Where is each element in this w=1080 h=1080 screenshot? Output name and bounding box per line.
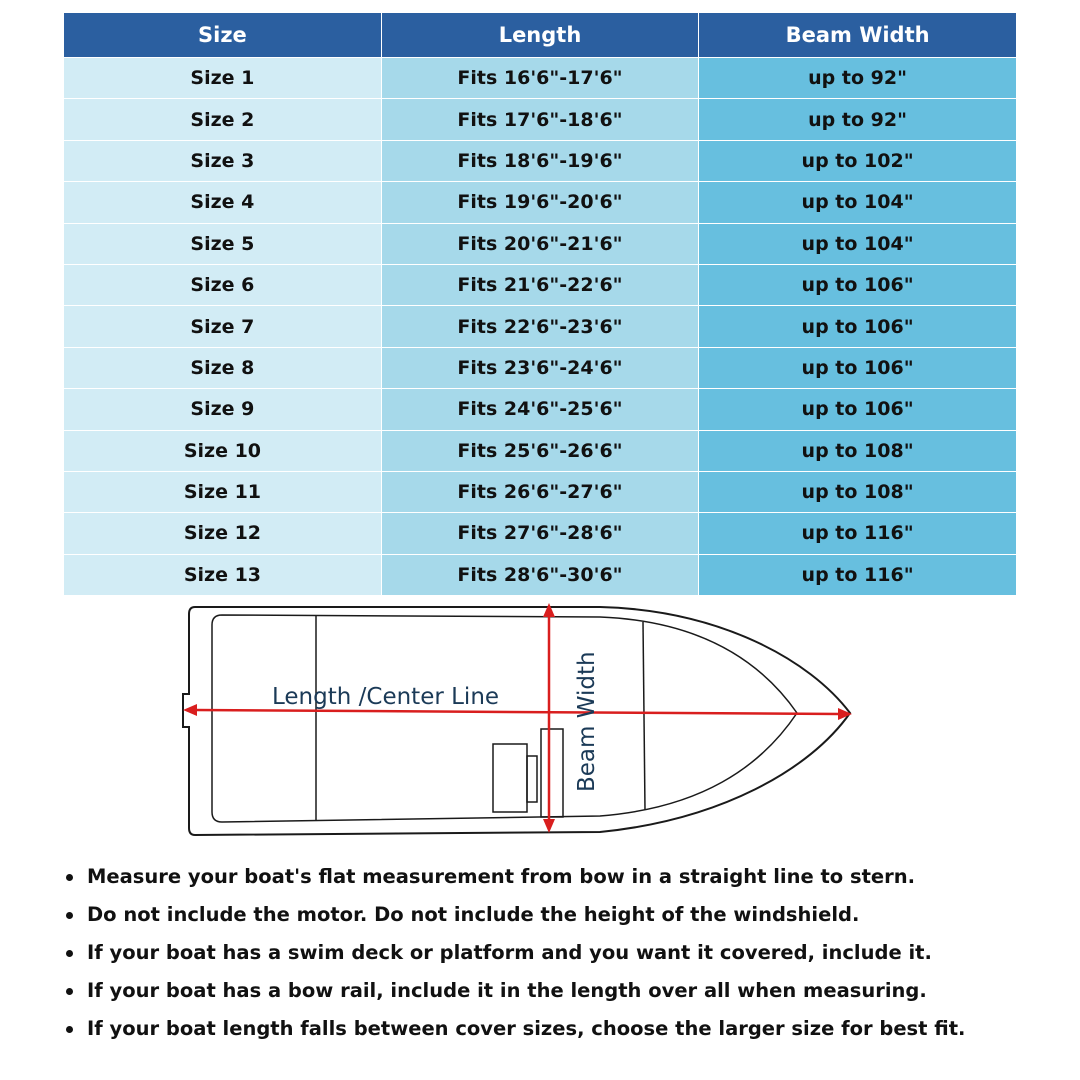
boat-hull-outline — [183, 607, 850, 835]
cell-length: Fits 23'6"-24'6" — [381, 347, 698, 388]
table-row — [64, 347, 1016, 388]
cell-length: Fits 20'6"-21'6" — [381, 223, 698, 264]
length-arrow-left-head — [183, 704, 197, 716]
beam-arrow-top-head — [543, 603, 555, 617]
table-row — [64, 58, 1016, 99]
table-row — [64, 264, 1016, 305]
boat-console — [493, 744, 527, 812]
cell-length: Fits 16'6"-17'6" — [381, 58, 698, 99]
cell-length: Fits 25'6"-26'6" — [381, 430, 698, 471]
boat-console-panel — [527, 756, 537, 802]
cell-beam-width: up to 106" — [699, 306, 1016, 347]
table-row — [64, 513, 1016, 554]
note-item: Do not include the motor. Do not include the height of the windshield. — [62, 896, 1052, 934]
cell-beam-width: up to 106" — [699, 264, 1016, 305]
cell-length: Fits 17'6"-18'6" — [381, 99, 698, 140]
table-row — [64, 223, 1016, 264]
cell-size: Size 13 — [64, 554, 381, 595]
note-item: If your boat length falls between cover sizes, choose the larger size for best fit. — [62, 1010, 1052, 1048]
cell-size: Size 4 — [64, 182, 381, 223]
boat-seat — [541, 729, 563, 817]
header-size: Size — [64, 13, 381, 58]
cell-size: Size 11 — [64, 471, 381, 512]
cell-size: Size 9 — [64, 389, 381, 430]
cell-length: Fits 27'6"-28'6" — [381, 513, 698, 554]
cell-beam-width: up to 116" — [699, 513, 1016, 554]
table-row — [64, 471, 1016, 512]
boat-diagram — [0, 598, 1080, 848]
boat-gunwale-line — [212, 615, 797, 822]
beam-arrow-bottom-head — [543, 819, 555, 833]
cell-length: Fits 26'6"-27'6" — [381, 471, 698, 512]
cell-beam-width: up to 104" — [699, 223, 1016, 264]
cell-size: Size 3 — [64, 140, 381, 181]
measurement-notes — [62, 858, 1052, 1048]
cell-beam-width: up to 108" — [699, 471, 1016, 512]
cell-size: Size 7 — [64, 306, 381, 347]
cell-beam-width: up to 104" — [699, 182, 1016, 223]
boat-front-bulkhead — [643, 622, 645, 810]
cell-length: Fits 19'6"-20'6" — [381, 182, 698, 223]
length-arrow-line — [195, 710, 840, 714]
table-row — [64, 99, 1016, 140]
cell-beam-width: up to 102" — [699, 140, 1016, 181]
size-chart-table — [64, 13, 1016, 595]
cell-length: Fits 28'6"-30'6" — [381, 554, 698, 595]
length-center-line-label: Length /Center Line — [272, 684, 500, 710]
cell-length: Fits 21'6"-22'6" — [381, 264, 698, 305]
cell-size: Size 1 — [64, 58, 381, 99]
note-item: If your boat has a swim deck or platform and you want it covered, include it. — [62, 934, 1052, 972]
cell-beam-width: up to 108" — [699, 430, 1016, 471]
cell-beam-width: up to 92" — [699, 58, 1016, 99]
table-row — [64, 182, 1016, 223]
table-row — [64, 389, 1016, 430]
cell-size: Size 12 — [64, 513, 381, 554]
table-row — [64, 554, 1016, 595]
table-header-row — [64, 13, 1016, 58]
cell-length: Fits 18'6"-19'6" — [381, 140, 698, 181]
cell-length: Fits 22'6"-23'6" — [381, 306, 698, 347]
cell-size: Size 6 — [64, 264, 381, 305]
cell-beam-width: up to 116" — [699, 554, 1016, 595]
note-item: If your boat has a bow rail, include it in the length over all when measuring. — [62, 972, 1052, 1010]
cell-size: Size 8 — [64, 347, 381, 388]
cell-length: Fits 24'6"-25'6" — [381, 389, 698, 430]
cell-beam-width: up to 92" — [699, 99, 1016, 140]
beam-width-label: Beam Width — [574, 651, 600, 792]
table-row — [64, 430, 1016, 471]
note-item: Measure your boat's flat measurement from bow in a straight line to stern. — [62, 858, 1052, 896]
cell-size: Size 10 — [64, 430, 381, 471]
cell-beam-width: up to 106" — [699, 389, 1016, 430]
header-beam-width: Beam Width — [699, 13, 1016, 58]
table-body — [64, 58, 1016, 596]
table-row — [64, 306, 1016, 347]
cell-size: Size 5 — [64, 223, 381, 264]
table-row — [64, 140, 1016, 181]
header-length: Length — [381, 13, 698, 58]
cell-size: Size 2 — [64, 99, 381, 140]
cell-beam-width: up to 106" — [699, 347, 1016, 388]
